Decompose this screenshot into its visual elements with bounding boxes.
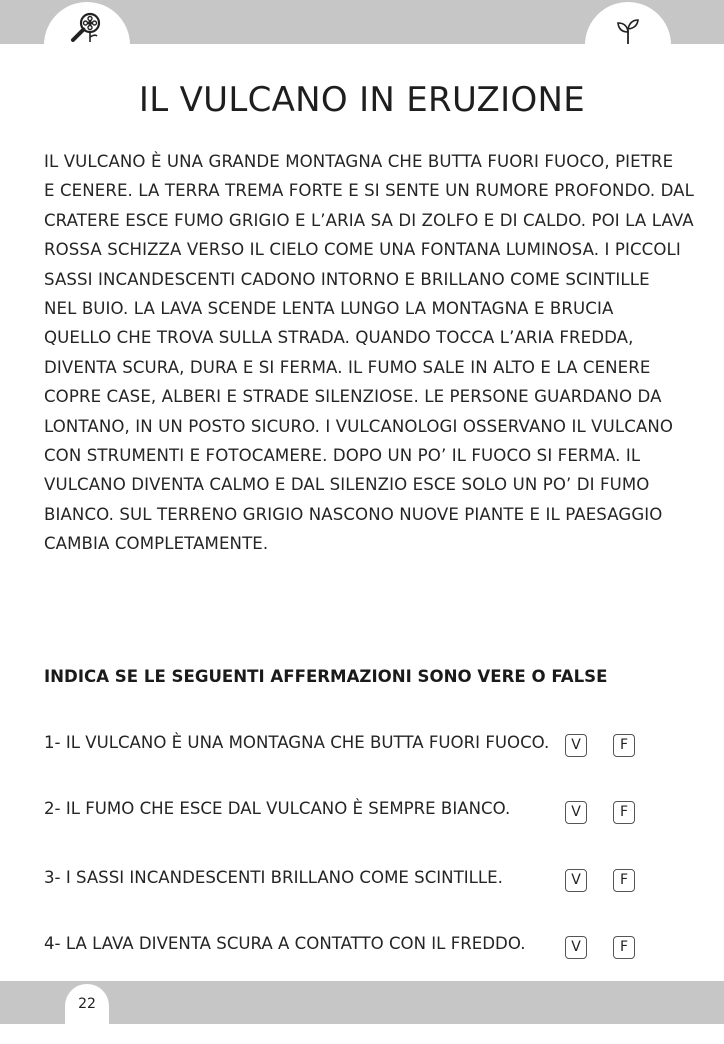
passage-line: LONTANO, IN UN POSTO SICURO. I VULCANOLOGI OSSERVANO IL VULCANO [44, 416, 674, 436]
true-checkbox-2[interactable]: V [565, 801, 587, 824]
page-number-tab [65, 984, 109, 1044]
passage-line: IL VULCANO È UNA GRANDE MONTAGNA CHE BUTTA FUORI FUOCO, PIETRE [44, 152, 674, 171]
false-checkbox-3[interactable]: F [613, 869, 635, 892]
passage-line: E CENERE. LA TERRA TREMA FORTE E SI SENTE UN RUMORE PROFONDO. DAL [44, 181, 694, 201]
magnifier-flower-icon [44, 2, 130, 88]
sprout-icon [585, 2, 671, 88]
passage-line: NEL BUIO. LA LAVA SCENDE LENTA LUNGO LA MONTAGNA E BRUCIA [44, 299, 614, 319]
reading-passage [44, 147, 694, 559]
passage-line: COPRE CASE, ALBERI E STRADE SILENZIOSE. LE PERSONE GUARDANO DA [44, 387, 662, 407]
true-checkbox-3[interactable]: V [565, 869, 587, 892]
passage-line: SASSI INCANDESCENTI CADONO INTORNO E BRILLANO COME SCINTILLE [44, 269, 650, 289]
false-checkbox-1[interactable]: F [613, 734, 635, 757]
passage-line: BIANCO. SUL TERRENO GRIGIO NASCONO NUOVE PIANTE E IL PAESAGGIO [44, 504, 663, 524]
true-checkbox-4[interactable]: V [565, 936, 587, 959]
passage-line: CRATERE ESCE FUMO GRIGIO E L’ARIA SA DI ZOLFO E DI CALDO. POI LA LAVA [44, 210, 694, 230]
passage-line: ROSSA SCHIZZA VERSO IL CIELO COME UNA FONTANA LUMINOSA. I PICCOLI [44, 240, 681, 260]
passage-line: QUELLO CHE TROVA SULLA STRADA. QUANDO TOCCA L’ARIA FREDDA, [44, 328, 634, 348]
false-checkbox-2[interactable]: F [613, 801, 635, 824]
exercise-instruction: INDICA SE LE SEGUENTI AFFERMAZIONI SONO VERE O FALSE [44, 667, 608, 686]
page-number: 22 [78, 996, 96, 1012]
passage-line: DIVENTA SCURA, DURA E SI FERMA. IL FUMO SALE IN ALTO E LA CENERE [44, 357, 651, 377]
passage-line: CAMBIA COMPLETAMENTE. [44, 534, 269, 554]
statement-4: 4- LA LAVA DIVENTA SCURA A CONTATTO CON IL FREDDO. [44, 934, 526, 953]
statement-3: 3- I SASSI INCANDESCENTI BRILLANO COME SCINTILLE. [44, 868, 503, 887]
passage-line: CON STRUMENTI E FOTOCAMERE. DOPO UN PO’ IL FUOCO SI FERMA. IL [44, 446, 641, 466]
header-tab-right [585, 2, 671, 88]
header-tab-left [44, 2, 130, 88]
statement-2: 2- IL FUMO CHE ESCE DAL VULCANO È SEMPRE BIANCO. [44, 799, 511, 818]
true-checkbox-1[interactable]: V [565, 734, 587, 757]
false-checkbox-4[interactable]: F [613, 936, 635, 959]
passage-line: VULCANO DIVENTA CALMO E DAL SILENZIO ESCE SOLO UN PO’ DI FUMO [44, 475, 650, 495]
statement-1: 1- IL VULCANO È UNA MONTAGNA CHE BUTTA FUORI FUOCO. [44, 733, 550, 752]
page-title: IL VULCANO IN ERUZIONE [138, 80, 586, 120]
